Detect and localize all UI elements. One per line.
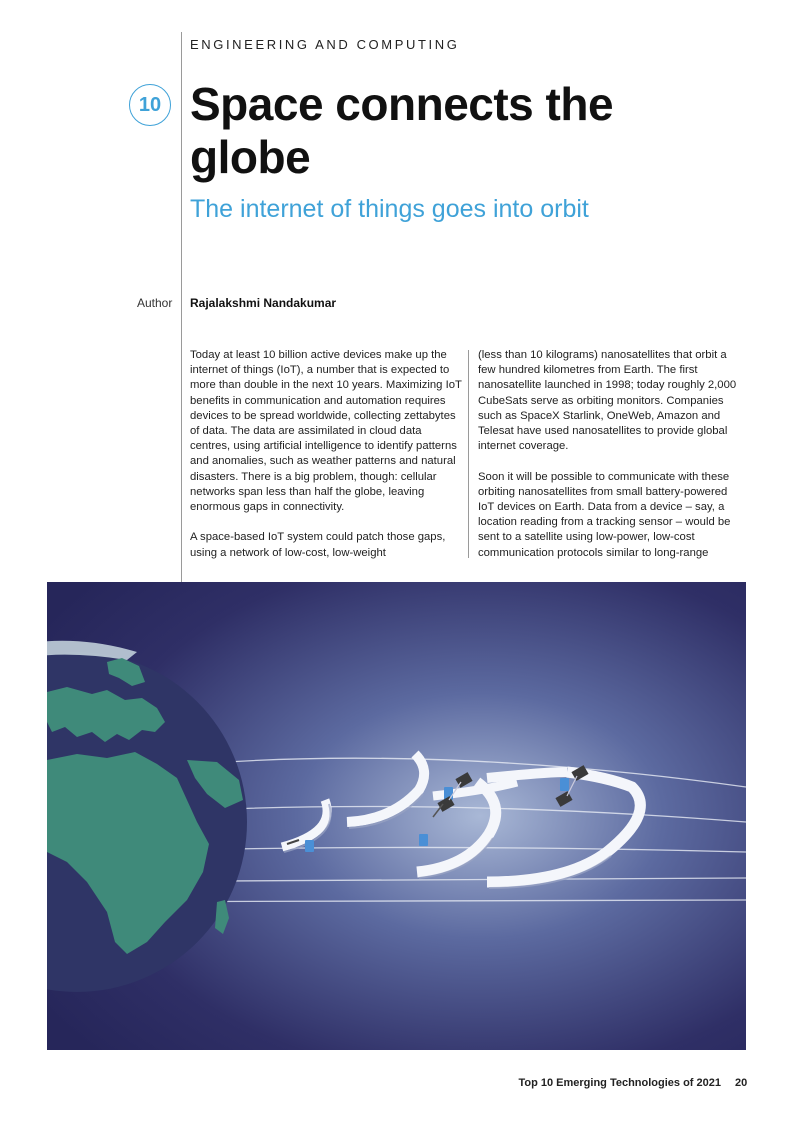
vertical-divider [181,32,182,582]
author-label: Author [137,296,173,310]
page-title: Space connects the globe [190,78,614,183]
footer-publication: Top 10 Emerging Technologies of 2021 [518,1077,721,1089]
section-label: ENGINEERING AND COMPUTING [190,37,460,52]
page-number: 20 [735,1077,748,1089]
body-column-2 [478,348,746,576]
paragraph: Today at least 10 billion active devices make up the internet of things (IoT), a number that is expected to more than double in the next 10 years. Maximizing IoT benefits in communication and automation requires devices to be spread worldwide, collecting zettabytes of data. The data are assimilated in cloud data centres, using artificial intelligence to identify patterns and anomalies, such as weather patterns and natural disasters. There is a big problem, though: cellular networks span less than half the globe, leaving enormous gaps in connectivity. [190,349,462,514]
orbit-illustration-svg [47,582,746,1050]
body-column-1 [190,348,462,576]
page-subtitle: The internet of things goes into orbit [190,195,589,223]
hero-illustration [47,582,746,1050]
chapter-number-badge: 10 [129,84,171,126]
paragraph: Soon it will be possible to communicate with these orbiting nanosatellites from small battery-powered IoT devices on Earth. Data from a device – say, a location reading from a tracking sensor – would be sent to a satellite using low-power, low-cost communication protocols similar to long-range [478,470,731,559]
author-name: Rajalakshmi Nandakumar [190,296,337,310]
paragraph: A space-based IoT system could patch those gaps, using a network of low-cost, low-weight [190,531,446,559]
column-divider [468,350,469,558]
paragraph: (less than 10 kilograms) nanosatellites that orbit a few hundred kilometres from Earth. The first nanosatellite launched in 1998; today roughly 2,000 CubeSats serve as orbiting monitors. Companies such as SpaceX Starlink, OneWeb, Amazon and Telesat have used nanosatellites to provide global internet coverage. [478,349,737,453]
